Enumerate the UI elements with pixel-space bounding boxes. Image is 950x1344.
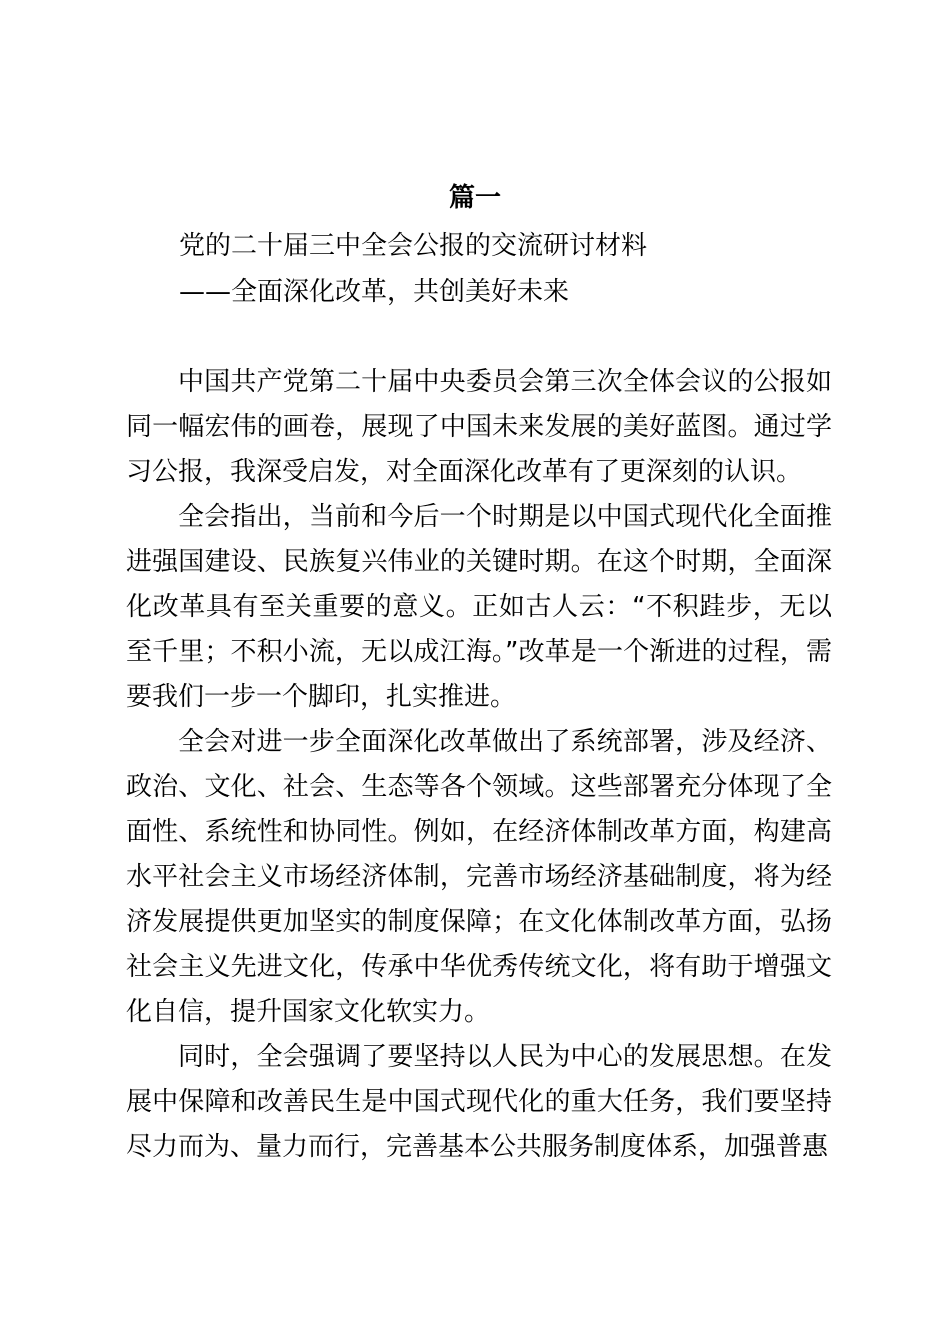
body-paragraph: 全会对进一步全面深化改革做出了系统部署，涉及经济、政治、文化、社会、生态等各个领域。这些部署充分体现了全面性、系统性和协同性。例如，在经济体制改革方面，构建高水平社会主义市场经济体制，完善市场经济基础制度，将为经济发展提供更加坚实的制度保障；在文化体制改革方面，弘扬社会主义先进文化，传承中华优秀传统文化，将有助于增强文化自信，提升国家文化软实力。 xyxy=(126,727,832,1027)
body-paragraph: 全会指出，当前和今后一个时期是以中国式现代化全面推进强国建设、民族复兴伟业的关键时期。在这个时期，全面深化改革具有至关重要的意义。正如古人云：“不积跬步，无以至千里；不积小流，无以成江海。”改革是一个渐进的过程，需要我们一步一个脚印，扎实推进。 xyxy=(126,502,832,712)
section-heading: 篇一 xyxy=(448,183,501,213)
body-paragraph: 同时，全会强调了要坚持以人民为中心的发展思想。在发展中保障和改善民生是中国式现代化的重大任务，我们要坚持尽力而为、量力而行，完善基本公共服务制度体系，加强普惠 xyxy=(126,1042,832,1162)
document-subtitle: 党的二十届三中全会公报的交流研讨材料 xyxy=(179,231,648,261)
body-paragraph: 中国共产党第二十届中央委员会第三次全体会议的公报如同一幅宏伟的画卷，展现了中国未来发展的美好蓝图。通过学习公报，我深受启发，对全面深化改革有了更深刻的认识。 xyxy=(126,367,832,487)
document-subtitle-secondary: ——全面深化改革，共创美好未来 xyxy=(179,277,570,307)
document-body xyxy=(126,360,832,1170)
